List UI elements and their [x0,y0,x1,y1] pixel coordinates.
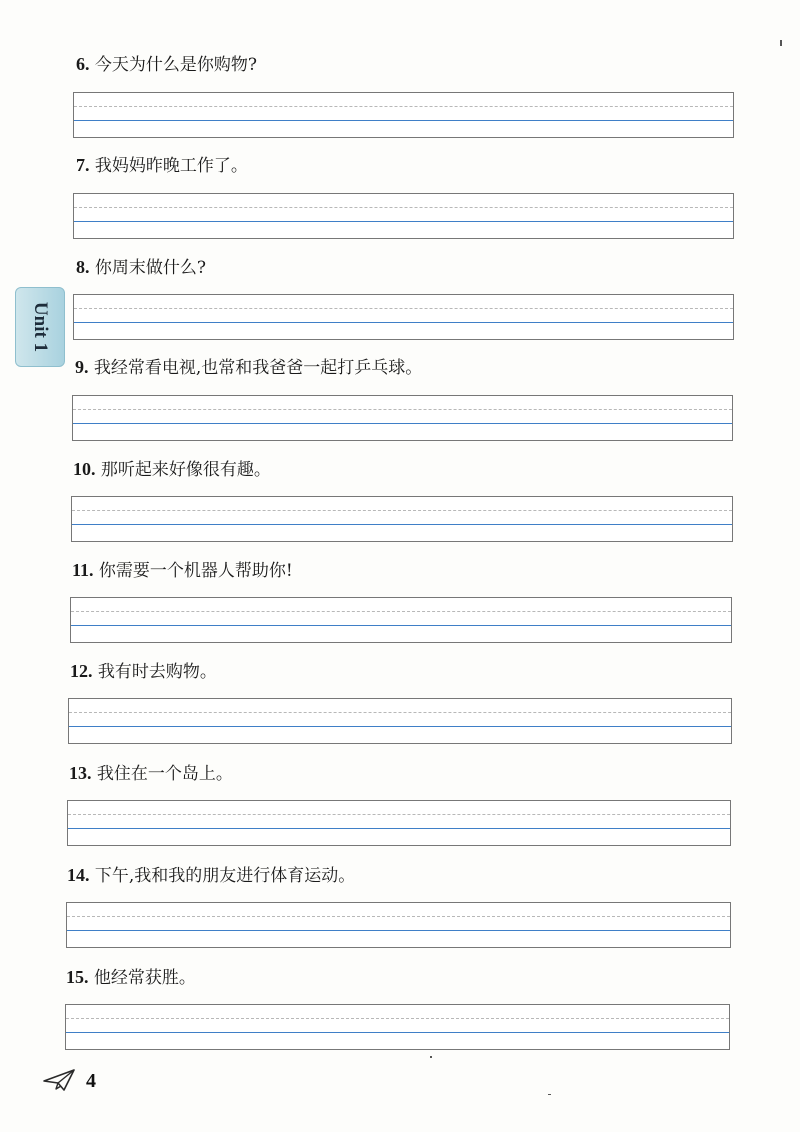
question-13 [69,763,233,784]
question-text: 今天为什么是你购物? [94,55,258,75]
answer-box-8[interactable] [73,294,734,340]
question-15 [66,967,196,988]
question-number: 11. [72,560,94,580]
answer-box-7[interactable] [73,193,734,239]
scan-speck [430,1056,432,1058]
question-text: 下午,我和我的朋友进行体育运动。 [94,866,356,886]
question-14 [67,865,355,886]
answer-box-10[interactable] [71,496,733,542]
question-text: 我住在一个岛上。 [96,764,233,784]
question-number: 7. [76,155,90,175]
question-number: 8. [76,257,90,277]
question-text: 你周末做什么? [94,258,207,278]
question-7 [76,155,248,176]
question-number: 13. [69,763,92,783]
question-number: 15. [66,967,89,987]
question-text: 那听起来好像很有趣。 [100,460,271,480]
question-text: 他经常获胜。 [93,968,196,988]
question-8 [76,257,206,278]
question-12 [70,661,217,682]
question-number: 14. [67,865,90,885]
question-number: 12. [70,661,93,681]
question-10 [73,459,271,480]
answer-box-9[interactable] [72,395,733,441]
question-text: 我有时去购物。 [97,662,217,682]
question-number: 6. [76,54,90,74]
answer-box-15[interactable] [65,1004,730,1050]
paper-plane-icon [42,1068,76,1092]
scan-speck [780,40,782,46]
question-text: 我经常看电视,也常和我爸爸一起打乒乓球。 [93,358,423,378]
page-number: 4 [86,1070,96,1092]
unit-tab-label: Unit 1 [30,301,51,353]
question-text: 你需要一个机器人帮助你! [98,561,293,581]
unit-side-tab [15,287,65,367]
question-number: 9. [75,357,89,377]
question-number: 10. [73,459,96,479]
answer-box-11[interactable] [70,597,732,643]
answer-box-6[interactable] [73,92,734,138]
scan-speck [548,1094,551,1095]
answer-box-13[interactable] [67,800,731,846]
answer-box-12[interactable] [68,698,732,744]
question-11 [72,560,293,581]
answer-box-14[interactable] [66,902,731,948]
question-9 [75,357,422,378]
question-6 [76,54,257,75]
question-text: 我妈妈昨晚工作了。 [94,156,248,176]
